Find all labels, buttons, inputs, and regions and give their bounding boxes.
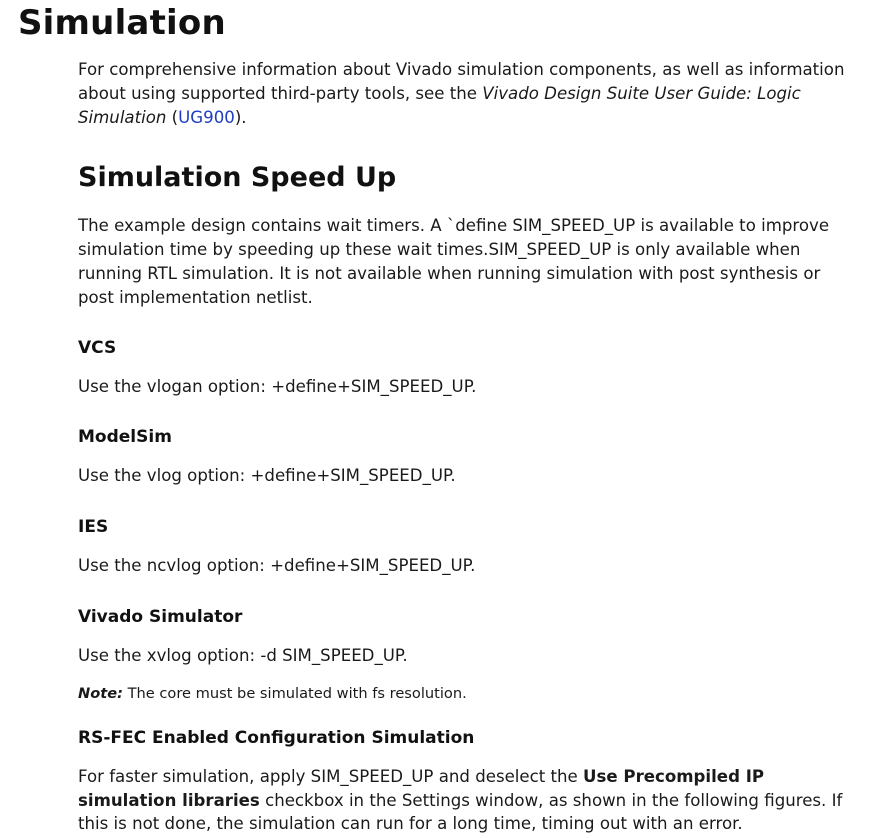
intro-text-before: For comprehensive information about Vivado simulation components, as well as information about using supported third-party tools, see the: [78, 60, 845, 103]
ies-instructions: Use the ncvlog option: +define+SIM_SPEED_UP.: [78, 556, 476, 576]
intro-paren-open: (: [166, 107, 179, 127]
vcs-instructions: Use the vlogan option: +define+SIM_SPEED_UP.: [78, 376, 477, 396]
note-text: The core must be simulated with fs resolution.: [122, 684, 467, 702]
page-title: Simulation: [18, 3, 226, 43]
ug900-link[interactable]: UG900: [178, 107, 235, 127]
intro-paragraph: [78, 58, 853, 129]
intro-text-after: ).: [234, 107, 247, 127]
rsfec-checkbox-name: Use Precompiled IP simulation libraries: [78, 766, 765, 810]
guide-title: Vivado Design Suite User Guide: Logic Simulation: [78, 83, 801, 127]
vivado-simulator-instructions: Use the xvlog option: -d SIM_SPEED_UP.: [78, 645, 408, 665]
subheading-vivado-simulator: Vivado Simulator: [78, 606, 243, 627]
note-label: Note:: [78, 684, 123, 702]
note-paragraph: [78, 683, 853, 705]
subheading-modelsim: ModelSim: [78, 427, 172, 448]
modelsim-instructions: Use the vlog option: +define+SIM_SPEED_UP.: [78, 466, 456, 486]
rsfec-paragraph: [78, 765, 853, 836]
subheading-rsfec: RS-FEC Enabled Configuration Simulation: [78, 727, 475, 748]
section-heading-speed-up: Simulation Speed Up: [78, 162, 397, 194]
rsfec-text-after: checkbox in the Settings window, as shown in the following figures. If this is not done, the simulation can run for a long time, timing out with an error.: [78, 790, 843, 834]
subheading-ies: IES: [78, 517, 109, 538]
rsfec-text-before: For faster simulation, apply SIM_SPEED_UP and deselect the: [78, 766, 584, 786]
subheading-vcs: VCS: [78, 337, 117, 358]
content-body: [78, 58, 853, 836]
speed-up-paragraph: The example design contains wait timers. A `define SIM_SPEED_UP is available to improve simulation time by speeding up these wait times.SIM_SPEED_UP is only available when running RTL simulation. It is not available when running simulation with post synthesis or post implementation netlist.: [78, 216, 830, 307]
